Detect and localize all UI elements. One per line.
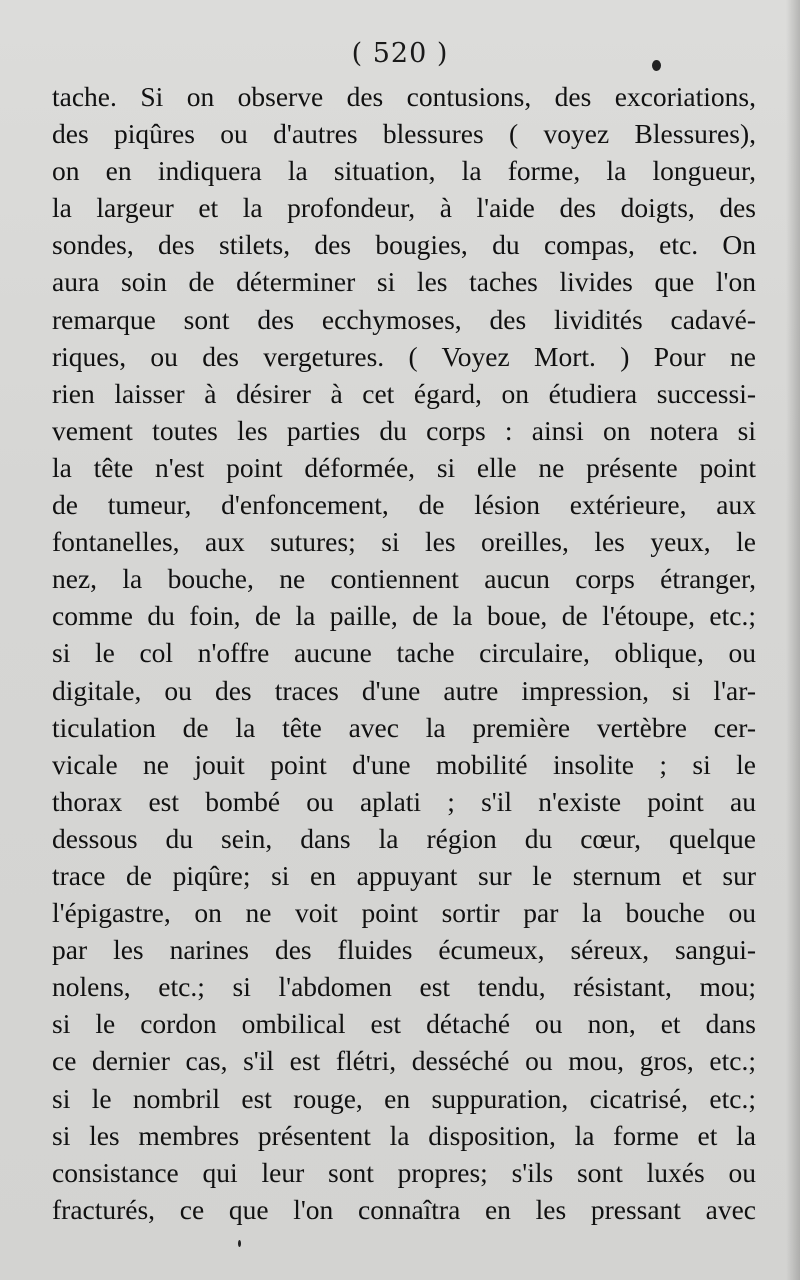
text-line: si le nombril est rouge, en suppuration, cicatrisé, etc.; bbox=[52, 1082, 756, 1114]
text-line: digitale, ou des traces d'une autre impression, si l'ar- bbox=[52, 674, 756, 706]
text-line: si les membres présentent la disposition, la forme et la bbox=[52, 1119, 756, 1151]
text-line: ce dernier cas, s'il est flétri, desséché ou mou, gros, etc.; bbox=[52, 1045, 756, 1077]
text-line: la tête n'est point déformée, si elle ne présente point bbox=[52, 451, 756, 483]
text-line: sondes, des stilets, des bougies, du compas, etc. On bbox=[52, 229, 756, 261]
text-line: des piqûres ou d'autres blessures ( voyez Blessures), bbox=[52, 118, 756, 150]
text-line: consistance qui leur sont propres; s'ils sont luxés ou bbox=[52, 1156, 756, 1188]
text-line: l'épigastre, on ne voit point sortir par la bouche ou bbox=[52, 897, 756, 929]
text-line: nez, la bouche, ne contiennent aucun corps étranger, bbox=[52, 563, 756, 595]
text-line: la largeur et la profondeur, à l'aide des doigts, des bbox=[52, 192, 756, 224]
text-line: remarque sont des ecchymoses, des lividités cadavé- bbox=[52, 303, 756, 335]
text-line: vicale ne jouit point d'une mobilité insolite ; si le bbox=[52, 748, 756, 780]
text-line: thorax est bombé ou aplati ; s'il n'existe point au bbox=[52, 785, 756, 817]
body-text bbox=[52, 78, 756, 1228]
text-line: nolens, etc.; si l'abdomen est tendu, résistant, mou; bbox=[52, 971, 756, 1003]
page-edge-shadow bbox=[786, 0, 800, 1280]
text-line: comme du foin, de la paille, de la boue, de l'étoupe, etc.; bbox=[52, 600, 756, 632]
text-line: vement toutes les parties du corps : ainsi on notera si bbox=[52, 414, 756, 446]
text-line: rien laisser à désirer à cet égard, on étudiera successi- bbox=[52, 377, 756, 409]
text-line: de tumeur, d'enfoncement, de lésion extérieure, aux bbox=[52, 489, 756, 521]
text-line: fracturés, ce que l'on connaîtra en les pressant avec bbox=[52, 1193, 756, 1225]
text-line: fontanelles, aux sutures; si les oreilles, les yeux, le bbox=[52, 526, 756, 558]
text-line: aura soin de déterminer si les taches livides que l'on bbox=[52, 266, 756, 298]
text-line: dessous du sein, dans la région du cœur, quelque bbox=[52, 822, 756, 854]
text-line: riques, ou des vergetures. ( Voyez Mort. ) Pour ne bbox=[52, 340, 756, 372]
ink-speck bbox=[652, 60, 661, 71]
text-line: ticulation de la tête avec la première vertèbre cer- bbox=[52, 711, 756, 743]
text-line: trace de piqûre; si en appuyant sur le sternum et sur bbox=[52, 859, 756, 891]
text-line: si le cordon ombilical est détaché ou non, et dans bbox=[52, 1008, 756, 1040]
text-line: si le col n'offre aucune tache circulaire, oblique, ou bbox=[52, 637, 756, 669]
text-line: on en indiquera la situation, la forme, la longueur, bbox=[52, 155, 756, 187]
page-number: ( 520 ) bbox=[351, 38, 449, 69]
text-line: tache. Si on observe des contusions, des excoriations, bbox=[52, 81, 756, 112]
text-line: par les narines des fluides écumeux, séreux, sangui- bbox=[52, 934, 756, 966]
ink-speck bbox=[238, 1240, 241, 1247]
